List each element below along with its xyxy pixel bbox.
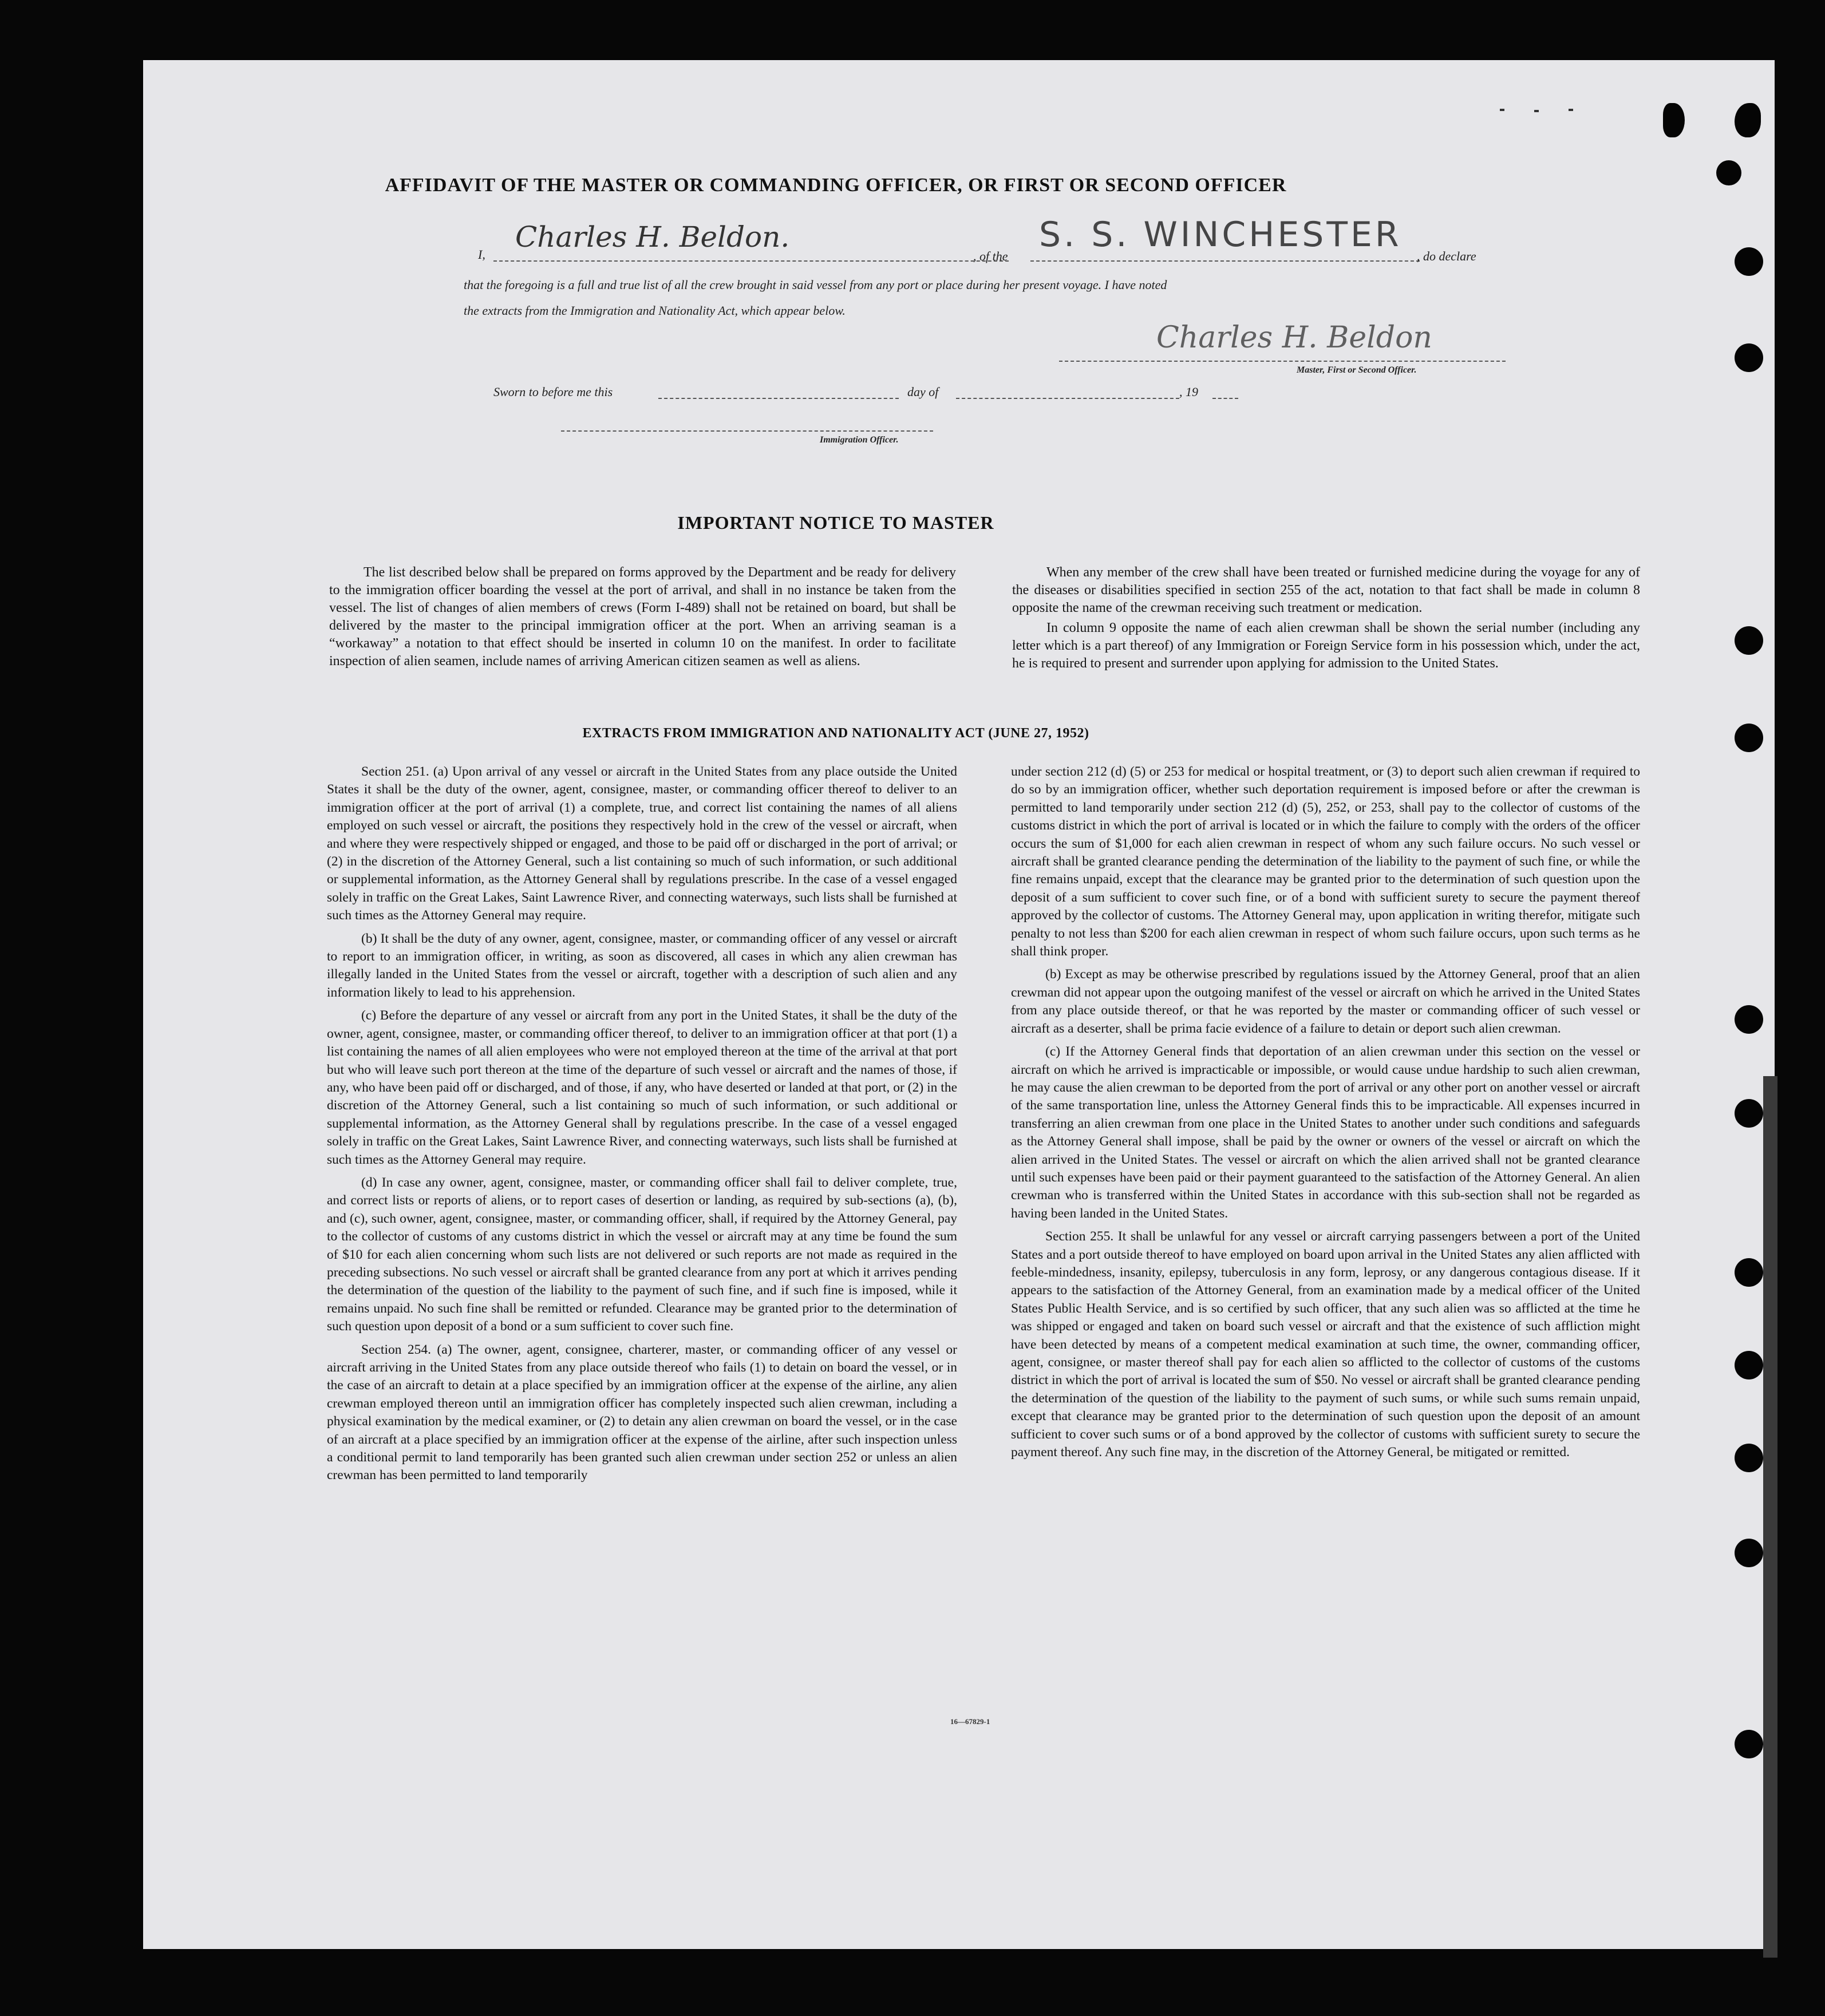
sworn-month-line — [956, 398, 1179, 399]
notice-paragraph: In column 9 opposite the name of each alien crewman shall be shown the serial number (including any letter which is a part thereof) of any Immigration or Foreign Service form in his possession which, under the act, he is required to present and surrender upon applying for admission to the United States. — [1012, 620, 1640, 671]
sworn-day-line — [658, 398, 899, 399]
punch-hole — [1735, 247, 1763, 276]
master-signature: Charles H. Beldon — [1156, 321, 1432, 355]
extracts-right-column — [1011, 763, 1640, 1466]
notice-right-column — [1012, 564, 1640, 678]
notice-paragraph: When any member of the crew shall have been treated or furnished medicine during the voyage for any of the diseases or disabilities specified in section 255 of the act, notation to that fact shall be made in column 8 opposite the name of the crewman receiving such treatment or medication. — [1012, 565, 1640, 615]
signature-line — [1059, 361, 1506, 362]
affidavit-statement-line1: that the foregoing is a full and true list of all the crew brought in said vessel from any port or place during her present voyage. I have noted — [464, 278, 1167, 292]
year-label: , 19 — [1179, 385, 1198, 399]
affidavit-statement-line2: the extracts from the Immigration and Nationality Act, which appear below. — [464, 303, 846, 318]
statute-paragraph: Section 254. (a) The owner, agent, consignee, charterer, master, or commanding officer of any vessel or aircraft arriving in the United States from any place outside thereof who fails (1) to detain on board the vessel, or in the case of an aircraft to detain at a place specified by an immigration officer at the expense of the airline, any alien crewman employed thereon until an immigration officer has completely inspected such alien crewman, including a physical examination by the medical examiner, or (2) to detain any alien crewman on board the vessel, or in the case of an aircraft at a place specified by an immigration officer at the expense of the airline, after such inspection unless a conditional permit to land temporarily has been granted such alien crewman under section 252 or unless an alien crewman has been permitted to land temporarily — [327, 1342, 957, 1483]
punch-hole — [1716, 160, 1741, 185]
affidavit-title: AFFIDAVIT OF THE MASTER OR COMMANDING OFFICER, OR FIRST OR SECOND OFFICER — [385, 175, 1287, 196]
notice-paragraph: The list described below shall be prepared on forms approved by the Department and be ready for delivery to the immigration officer boarding the vessel at the port of arrival, and shall in no instance be taken from the vessel. The list of changes of alien members of crews (Form I-489) shall not be retained on board, but shall be delivered by the master to the principal immigration officer at the port. When an arriving seaman is a “workaway” a notation to that effect should be inserted in column 10 on the manifest. In order to facilitate inspection of alien seamen, include names of arriving American citizen seamen as well as aliens. — [329, 565, 956, 669]
notice-left-column — [329, 564, 956, 675]
punch-hole — [1735, 1005, 1763, 1034]
sworn-year-line — [1212, 398, 1238, 399]
signature-caption: Master, First or Second Officer. — [1297, 365, 1417, 375]
form-code: 16—67829-1 — [950, 1717, 990, 1726]
statute-paragraph: (c) Before the departure of any vessel or aircraft from any port in the United States, it shall be the duty of the owner, agent, consignee, master, or commanding officer thereof, to deliver to an immigration officer at that port (1) a list containing the names of all alien employees who were not employed thereon at the time of the arrival at that port but who will leave such port thereon at the time of the departure of such vessel or aircraft and the names of those, if any, who have been paid off or discharged, and of those, if any, who have deserted or landed at that port, or (2) in the discretion of the Attorney General, such a list containing so much of such information, or such additional or supplemental information, as the Attorney General shall by regulations prescribe. In the case of a vessel engaged solely in traffic on the Great Lakes, Saint Lawrence River, and connecting waterways, such lists shall be furnished at such times as the Attorney General may require. — [327, 1008, 957, 1167]
officer-caption: Immigration Officer. — [820, 435, 899, 445]
page-edge-shadow — [1763, 1076, 1777, 1958]
punch-hole — [1735, 1099, 1763, 1128]
statute-paragraph: Section 255. It shall be unlawful for any vessel or aircraft carrying passengers between a port of the United States and a port outside thereof to have employed on board upon arrival in the United States any alien afflicted with feeble-mindedness, insanity, epilepsy, tuberculosis in any form, leprosy, or any dangerous contagious disease. If it appears to the satisfaction of the Attorney General, from an examination made by a medical officer of the United States Public Health Service, and is so certified by such officer, that any such alien was so afflicted at the time he was shipped or engaged and taken on board such vessel or aircraft and that the existence of such affliction might have been detected by means of a competent medical examination at such time, the owner, commanding officer, agent, consignee, or master thereof shall pay for each alien so afflicted to the collector of customs of the customs district in which the port of arrival is located the sum of $50. No vessel or aircraft shall be granted clearance pending the determination of the question of the liability to the payment of such sums, or while such sums remain unpaid, except that clearance may be granted prior to the determination of such question upon the deposit of an amount sufficient to cover such sums or of a bond approved by the collector of customs with sufficient surety to secure the payment thereof. Any such fine may, in the discretion of the Attorney General, be mitigated or remitted. — [1011, 1229, 1640, 1460]
punch-hole — [1735, 343, 1763, 372]
signer-name: Charles H. Beldon. — [515, 220, 790, 254]
sworn-label: Sworn to before me this — [493, 385, 613, 399]
punch-hole — [1735, 724, 1763, 752]
punch-hole — [1735, 626, 1763, 655]
punch-hole — [1735, 1539, 1763, 1567]
name-line — [493, 260, 1009, 262]
statute-paragraph: (b) Except as may be otherwise prescribed by regulations issued by the Attorney General, proof that an alien crewman did not appear upon the outgoing manifest of the vessel or aircraft on which he arrived in the United States from any place outside thereof, or that he was reported by the master or commanding officer of such vessel or aircraft as a deserter, shall be prima facie evidence of a failure to detain or deport such alien crewman. — [1011, 967, 1640, 1036]
statute-paragraph: Section 251. (a) Upon arrival of any vessel or aircraft in the United States from any place outside the United States it shall be the duty of the owner, agent, consignee, master, or commanding officer thereof to deliver to an immigration officer at the port of arrival (1) a complete, true, and correct list containing the names of all aliens employed on such vessel or aircraft, the positions they respectively hold in the crew of the vessel or aircraft, when and where they were respectively shipped or engaged, and those to be paid off or discharged in the port of arrival; or (2) in the discretion of the Attorney General, such a list containing so much of such information, or such additional or supplemental information, as the Attorney General shall by regulations prescribe. In the case of a vessel engaged solely in traffic on the Great Lakes, Saint Lawrence River, and connecting waterways, such lists shall be furnished at such times as the Attorney General may require. — [327, 764, 957, 923]
punch-hole — [1735, 1351, 1763, 1379]
officer-signature-line — [561, 430, 933, 432]
punch-hole — [1735, 103, 1761, 137]
scan-speck — [1534, 110, 1539, 112]
statute-paragraph: (d) In case any owner, agent, consignee, master, or commanding officer shall fail to deliver complete, true, and correct lists or reports of aliens, or to report cases of desertion or landing, as required by sub-sections (a), (b), and (c), such owner, agent, consignee, master, or commanding officer, shall, if required by the Attorney General, pay to the collector of customs of any customs district in which the vessel or aircraft may at any time be found the sum of $10 for each alien concerning whom such lists are not delivered or such reports are not made as required in the preceding subsections. No such vessel or aircraft shall be granted clearance from any port at which it arrives pending the determination of the question of the liability to the payment of such fine, and if such fine is imposed, while it remains unpaid. No such fine shall be remitted or refunded. Clearance may be granted prior to the determination of such question upon deposit of a bond or a sum sufficient to cover such fine. — [327, 1175, 957, 1334]
punch-hole — [1735, 1444, 1763, 1472]
statute-paragraph: (b) It shall be the duty of any owner, agent, consignee, master, or commanding officer of any vessel or aircraft to report to an immigration officer, in writing, as soon as discovered, all cases in which any alien crewman has illegally landed in the United States from the vessel or aircraft, together with a description of such alien and any information likely to lead to his apprehension. — [327, 931, 957, 1000]
punch-hole — [1735, 1258, 1763, 1287]
scan-speck — [1569, 109, 1573, 111]
extracts-left-column — [327, 763, 957, 1490]
do-declare-label: , do declare — [1417, 249, 1476, 263]
notice-title: IMPORTANT NOTICE TO MASTER — [677, 512, 994, 533]
extracts-title: EXTRACTS FROM IMMIGRATION AND NATIONALITY ACT (JUNE 27, 1952) — [582, 726, 1089, 741]
punch-hole — [1735, 1730, 1763, 1758]
vessel-name-stamp: S. S. WINCHESTER — [1039, 215, 1402, 255]
vessel-line — [1030, 260, 1420, 262]
punch-hole — [1663, 103, 1685, 137]
statute-paragraph: under section 212 (d) (5) or 253 for medical or hospital treatment, or (3) to deport such alien crewman if required to do so by an immigration officer, whether such deportation requirement is imposed before or after the crewman is permitted to land temporarily under section 212 (d) (5), 252, or 253, shall pay to the collector of customs of the customs district in which the port of arrival is located or in which the failure to comply with the orders of the officer occurs the sum of $1,000 for each alien crewman in respect of whom any such failure occurs. No such vessel or aircraft shall be granted clearance pending the determination of the liability to the payment of such fine, or while the fine remains unpaid, except that the clearance may be granted prior to the determination of such question upon the deposit of a sum sufficient to cover such fine, or of a bond with sufficient surety to secure the payment thereof approved by the collector of customs. The Attorney General may, upon application in writing therefor, mitigate such penalty to not less than $200 for each alien crewman in respect of whom such failure occurs, upon such terms as he shall think proper. — [1011, 764, 1640, 959]
day-of-label: day of — [907, 385, 939, 399]
scan-speck — [1500, 109, 1504, 111]
of-the-label: , of the — [973, 249, 1008, 263]
statute-paragraph: (c) If the Attorney General finds that deportation of an alien crewman under this section on the vessel or aircraft on which he arrived is impracticable or impossible, or would cause undue hardship to such alien crewman, he may cause the alien crewman to be deported from the port of arrival or any other port on another vessel or aircraft of the same transportation line, unless the Attorney General finds this to be impracticable. All expenses incurred in transferring an alien crewman from one place in the United States to another under such conditions and safeguards as the Attorney General shall impose, shall be paid by the owner or owners of the vessel or aircraft on which the alien arrived in the United States. The vessel or aircraft on which the alien arrived shall not be granted clearance until such expenses have been paid or their payment guaranteed to the satisfaction of the Attorney General. An alien crewman who is transferred within the United States in accordance with this sub-section shall not be regarded as having been landed in the United States. — [1011, 1044, 1640, 1221]
i-label: I, — [478, 247, 485, 262]
